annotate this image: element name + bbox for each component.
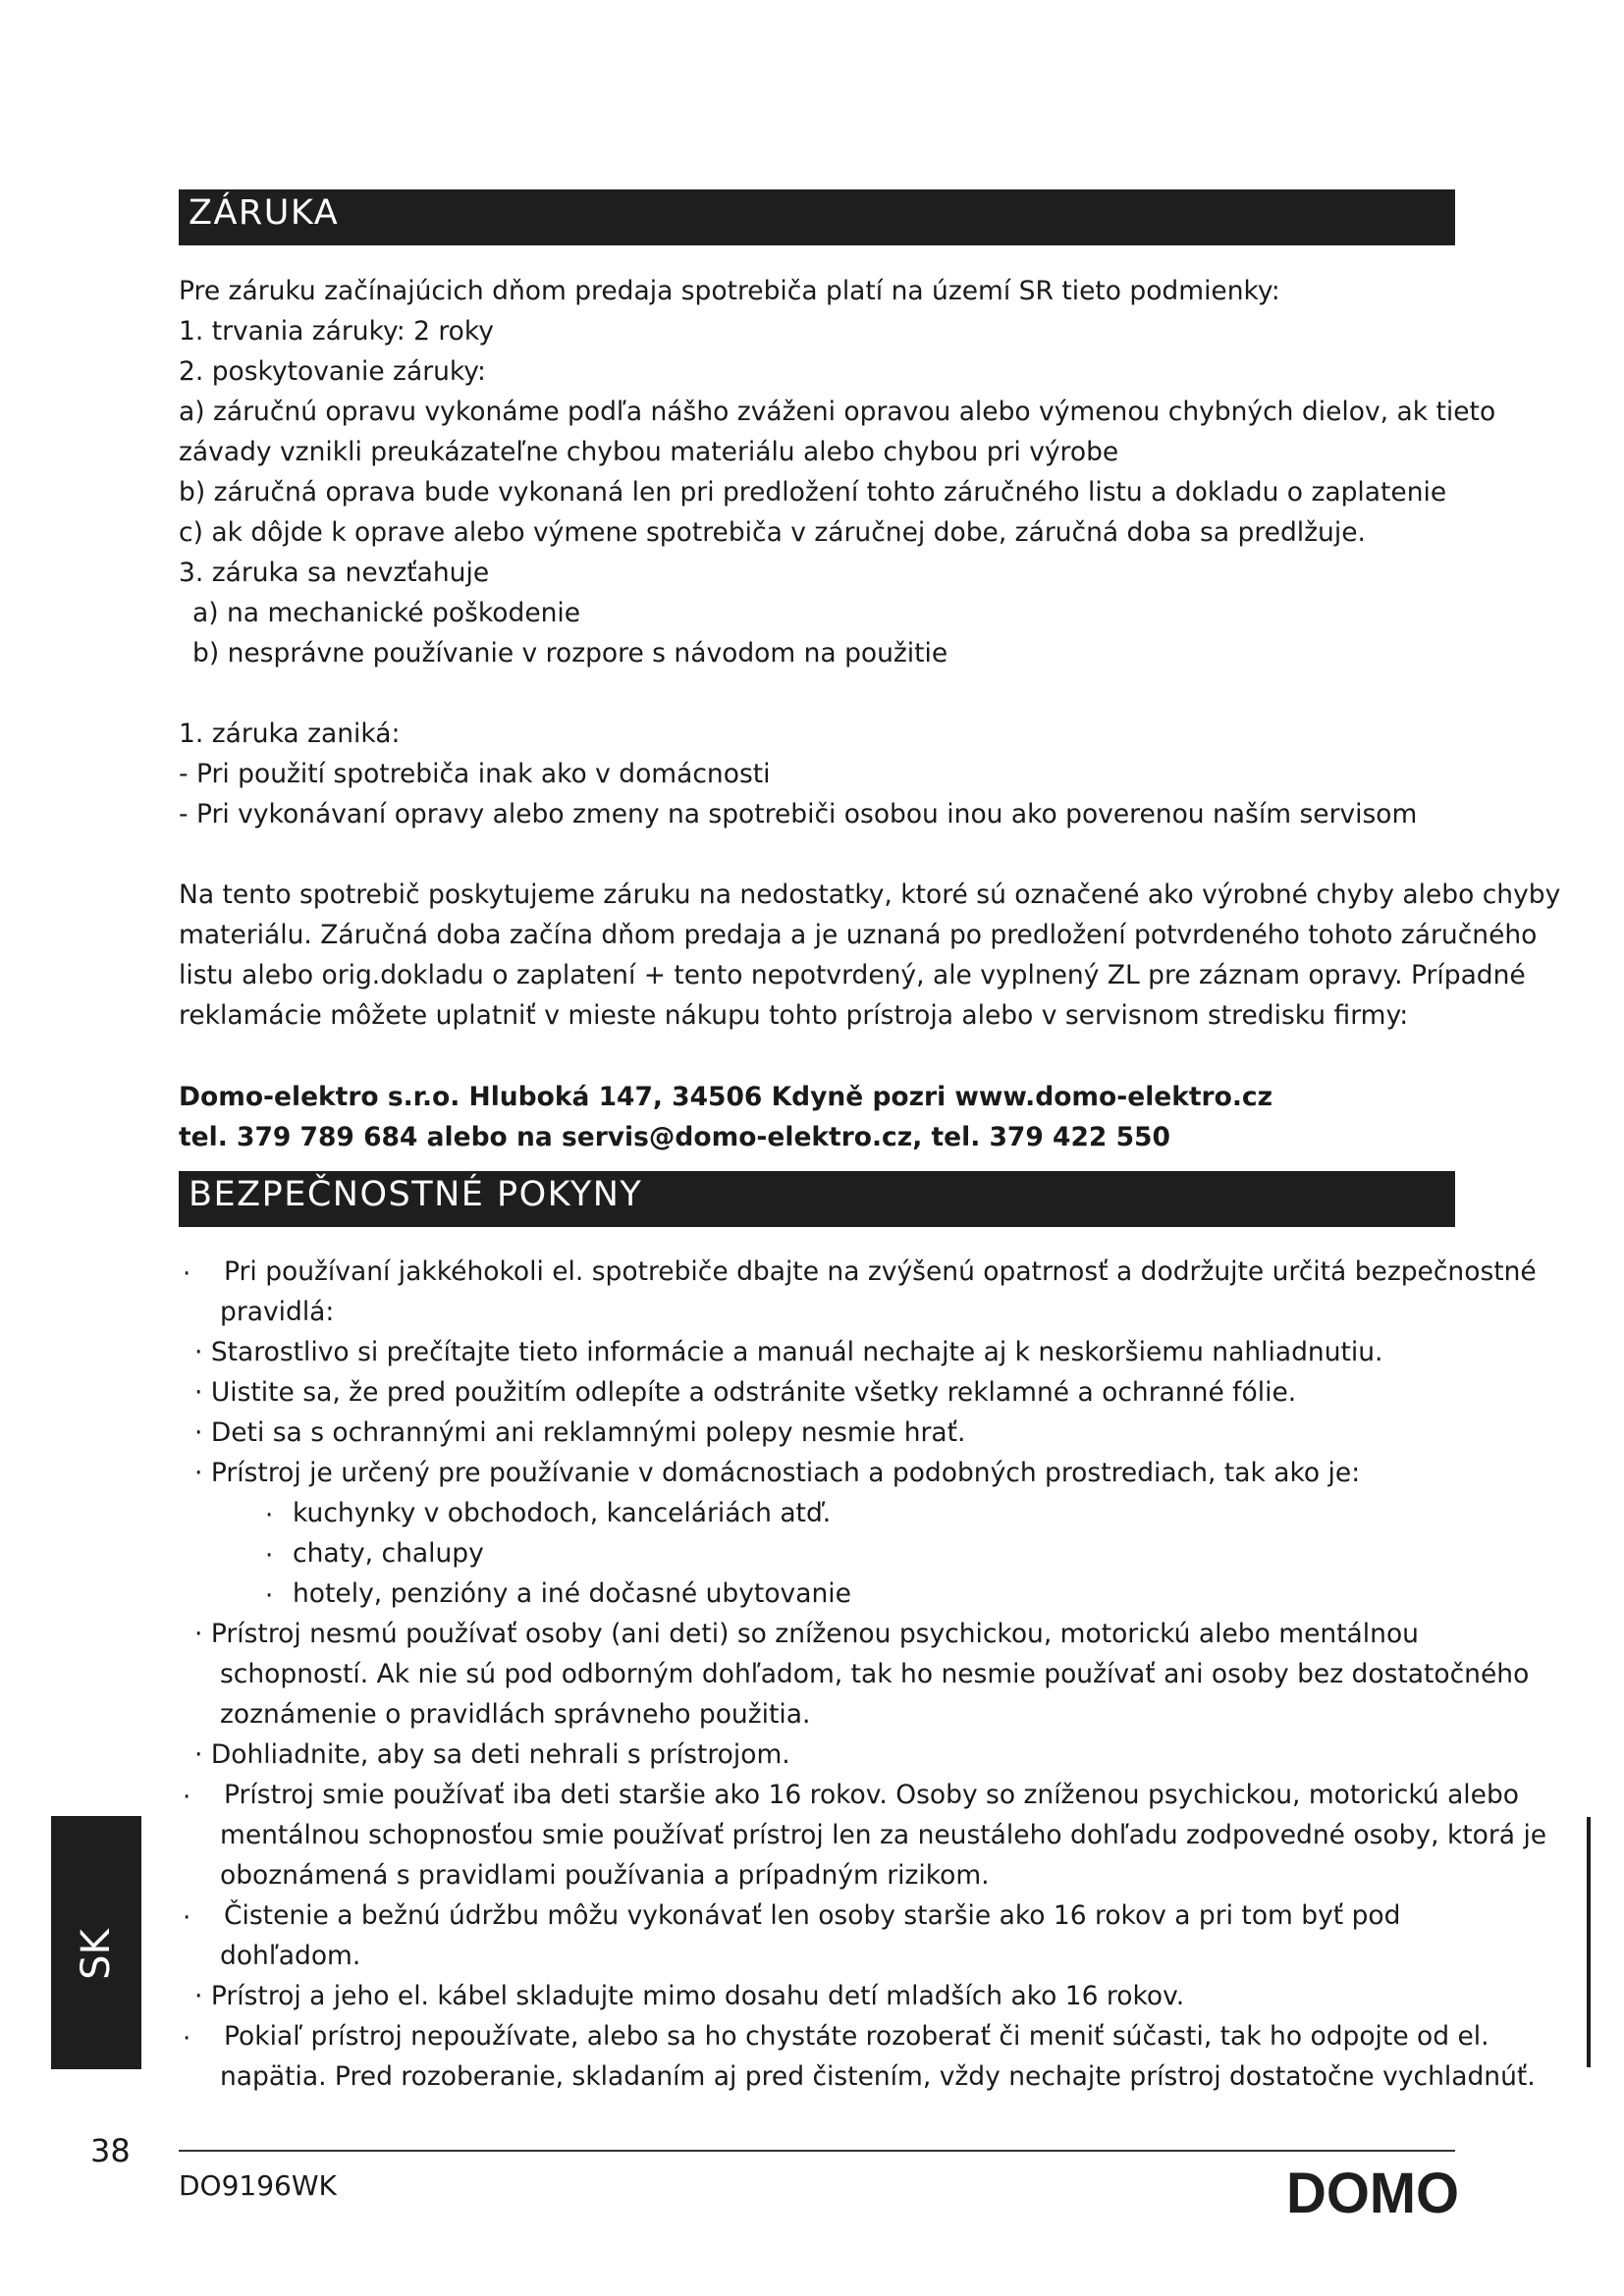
safety-heading-bar (179, 1171, 1455, 1227)
safety-line: · Prístroj a jeho el. kábel skladujte mimo dosahu detí mladších ako 16 rokov. (194, 1981, 1185, 2011)
safety-heading: BEZPEČNOSTNÉ POKYNY (189, 1175, 643, 1214)
domo-logo (1286, 2163, 1459, 2220)
bullet-glyph: · (265, 1501, 274, 1530)
bullet-glyph: · (265, 1541, 274, 1571)
safety-line: Čistenie a bežnú údržbu môžu vykonávať len osoby staršie ako 16 rokov a pri tom byť pod (224, 1900, 1401, 1931)
brand-wordmark: DOMO (1286, 2163, 1459, 2220)
termination-line: - Pri použití spotrebiča inak ako v domácnosti (179, 759, 771, 789)
safety-line: mentálnou schopnosťou smie používať prístroj len za neustáleho dohľadu zodpovedné osoby, ktorá je (220, 1820, 1547, 1850)
safety-line: dohľadom. (220, 1941, 361, 1971)
safety-line: · Prístroj nesmú používať osoby (ani deti) so zníženou psychickou, motorickú alebo mentálnou (194, 1619, 1419, 1649)
safety-line: Prístroj smie používať iba deti staršie ako 16 rokov. Osoby so zníženou psychickou, motorickú alebo (224, 1780, 1520, 1810)
safety-line: Pokiaľ prístroj nepoužívate, alebo sa ho chystáte rozoberať či meniť súčasti, tak ho odpojte od el. (224, 2021, 1489, 2052)
safety-line: Pri používaní jakkéhokoli el. spotrebiče dbajte na zvýšenú opatrnosť a dodržujte určitá bezpečnostné (224, 1256, 1537, 1287)
bullet-glyph: · (183, 1259, 191, 1289)
warranty-line: c) ak dôjde k oprave alebo výmene spotrebiča v záručnej dobe, záručná doba sa predlžuje. (179, 517, 1366, 548)
warranty-paragraph-line: materiálu. Záručná doba začína dňom predaja a je uznaná po predložení potvrdeného tohoto záručného (179, 920, 1538, 950)
warranty-line: b) záručná oprava bude vykonaná len pri predložení tohto záručného listu a dokladu o zaplatenie (179, 477, 1447, 507)
warranty-line: 3. záruka sa nevzťahuje (179, 558, 490, 588)
bullet-glyph: · (265, 1581, 274, 1611)
safety-subitem: kuchynky v obchodoch, kanceláriách atď. (293, 1498, 832, 1528)
contact-phone-email: tel. 379 789 684 alebo na servis@domo-elektro.cz, tel. 379 422 550 (179, 1122, 1170, 1152)
safety-line: pravidlá: (220, 1297, 335, 1327)
page-number: 38 (90, 2132, 131, 2169)
bullet-glyph: · (183, 1903, 191, 1933)
safety-line: · Prístroj je určený pre používanie v domácnostiach a podobných prostrediach, tak ako je: (194, 1458, 1361, 1488)
footer-divider (179, 2150, 1455, 2152)
safety-line: · Starostlivo si prečítajte tieto informácie a manuál nechajte aj k neskoršiemu nahliadnutiu. (194, 1337, 1383, 1367)
warranty-heading-bar (179, 189, 1455, 245)
right-margin-rule (1587, 1817, 1591, 2067)
safety-line: oboznámená s pravidlami používania a prípadným rizikom. (220, 1860, 990, 1891)
safety-line: schopností. Ak nie sú pod odborným dohľadom, tak ho nesmie používať ani osoby bez dostatočného (220, 1659, 1530, 1689)
warranty-line: a) na mechanické poškodenie (192, 598, 581, 628)
language-tab (51, 1816, 141, 2069)
warranty-line: 2. poskytovanie záruky: (179, 356, 486, 387)
termination-title: 1. záruka zaniká: (179, 719, 401, 749)
warranty-intro: Pre záruku začínajúcich dňom predaja spotrebiča platí na území SR tieto podmienky: (179, 276, 1280, 306)
safety-line: · Deti sa s ochrannými ani reklamnými polepy nesmie hrať. (194, 1417, 966, 1448)
warranty-line: a) záručnú opravu vykonáme podľa nášho zváženi opravou alebo výmenou chybných dielov, ak tieto (179, 397, 1496, 427)
model-code: DO9196WK (179, 2169, 337, 2202)
warranty-line: závady vznikli preukázateľne chybou materiálu alebo chybou pri výrobe (179, 437, 1119, 467)
safety-line: zoznámenie o pravidlách správneho použitia. (220, 1699, 811, 1730)
warranty-line: b) nesprávne používanie v rozpore s návodom na použitie (192, 638, 948, 668)
termination-line: - Pri vykonávaní opravy alebo zmeny na spotrebiči osobou inou ako poverenou naším servisom (179, 799, 1418, 829)
safety-subitem: hotely, penzióny a iné dočasné ubytovanie (293, 1578, 851, 1609)
contact-address: Domo-elektro s.r.o. Hluboká 147, 34506 Kdyně pozri www.domo-elektro.cz (179, 1082, 1273, 1112)
safety-line: · Dohliadnite, aby sa deti nehrali s prístrojom. (194, 1739, 790, 1770)
bullet-glyph: · (183, 2024, 191, 2054)
warranty-paragraph-line: listu alebo orig.dokladu o zaplatení + tento nepotvrdený, ale vyplnený ZL pre záznam opravy. Prípadné (179, 960, 1526, 990)
warranty-line: 1. trvania záruky: 2 roky (179, 316, 494, 347)
warranty-paragraph-line: reklamácie môžete uplatniť v mieste nákupu tohto prístroja alebo v servisnom stredisku firmy: (179, 1000, 1409, 1031)
safety-line: napätia. Pred rozoberanie, skladaním aj pred čistením, vždy nechajte prístroj dostatočne vychladnúť. (220, 2061, 1536, 2092)
warranty-paragraph-line: Na tento spotrebič poskytujeme záruku na nedostatky, ktoré sú označené ako výrobné chyby alebo chyby (179, 880, 1561, 910)
bullet-glyph: · (183, 1783, 191, 1812)
language-tab-label: SK (74, 1929, 119, 1980)
warranty-heading: ZÁRUKA (189, 193, 340, 233)
safety-line: · Uistite sa, že pred použitím odlepíte a odstránite všetky reklamné a ochranné fólie. (194, 1377, 1297, 1408)
safety-subitem: chaty, chalupy (293, 1538, 484, 1569)
